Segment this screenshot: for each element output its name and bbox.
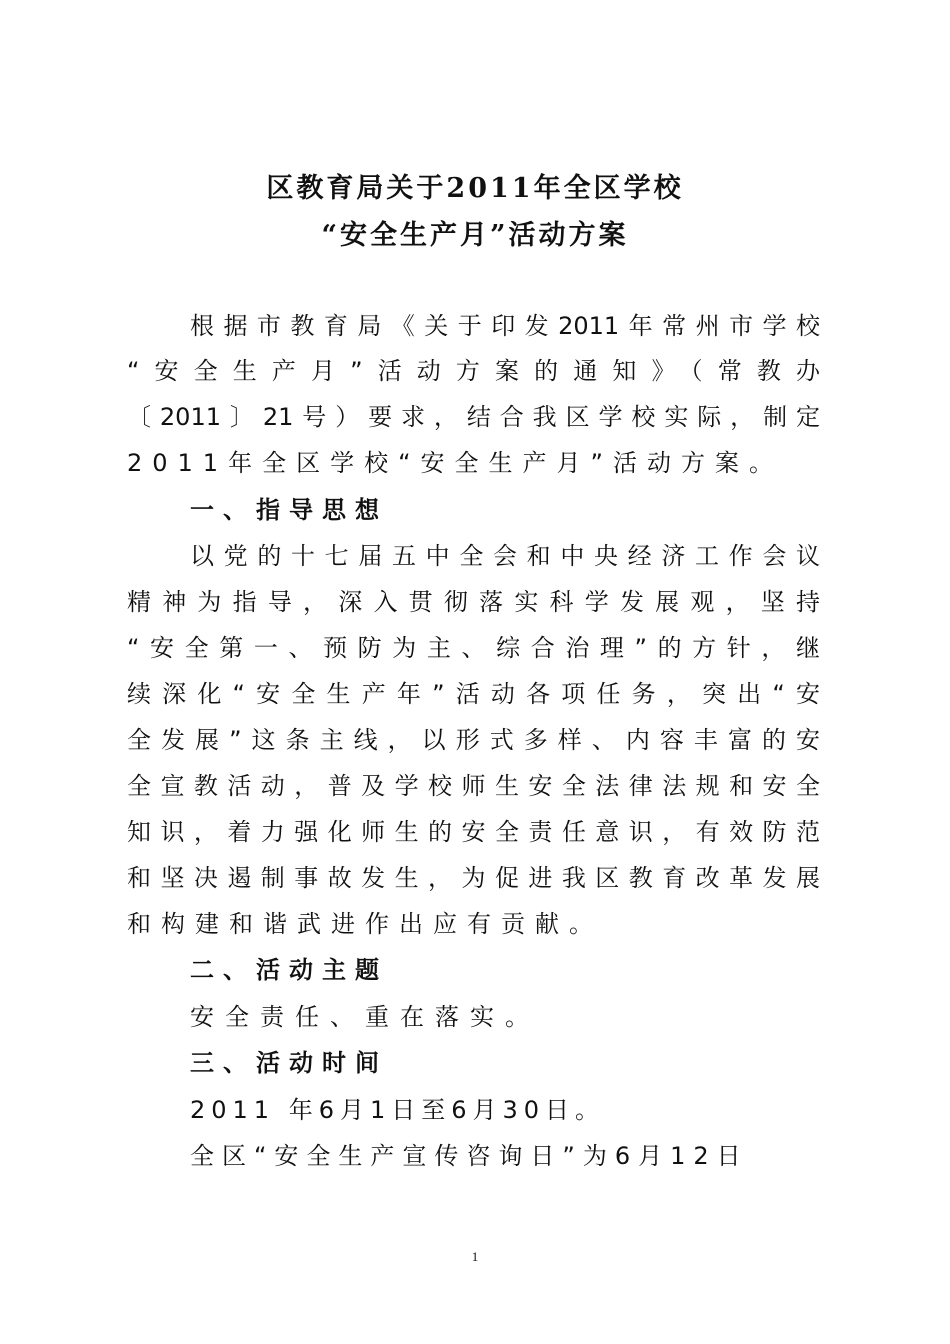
- page-number: 1: [471, 1249, 479, 1264]
- section-1-line: 全发展”这条主线，以形式多样、内容丰富的安: [127, 726, 820, 754]
- section-3-line-1: 2011 年6月1日至6月30日。: [190, 1096, 606, 1124]
- intro-line-1: 根据市教育局《关于印发2011年常州市学校: [190, 312, 820, 340]
- section-3-heading: 三、活动时间: [190, 1049, 388, 1077]
- section-1-line: 全宣教活动，普及学校师生安全法律法规和安全: [127, 772, 820, 800]
- intro-line-3: 〔2011〕21号）要求，结合我区学校实际，制定: [127, 403, 820, 431]
- section-1-line: “安全第一、预防为主、综合治理”的方针，继: [127, 634, 820, 662]
- document-title-line-2: “安全生产月”活动方案: [321, 220, 629, 251]
- section-2-text: 安全责任、重在落实。: [190, 1003, 540, 1031]
- intro-line-4: 2011年全区学校“安全生产月”活动方案。: [127, 449, 783, 477]
- section-3-line-2: 全区“安全生产宣传咨询日”为6月12日: [190, 1142, 749, 1170]
- section-1-heading: 一、指导思想: [190, 496, 388, 524]
- intro-line-2: “安全生产月”活动方案的通知》（常教办: [127, 357, 820, 385]
- section-1-line: 和构建和谐武进作出应有贡献。: [127, 910, 603, 938]
- section-1-line: 精神为指导，深入贯彻落实科学发展观，坚持: [127, 588, 820, 616]
- section-1-line: 和坚决遏制事故发生，为促进我区教育改革发展: [127, 864, 820, 892]
- section-1-line: 续深化“安全生产年”活动各项任务，突出“安: [127, 680, 820, 708]
- section-2-heading: 二、活动主题: [190, 956, 388, 984]
- section-1-line: 知识，着力强化师生的安全责任意识，有效防范: [127, 818, 820, 846]
- section-1-line: 以党的十七届五中全会和中央经济工作会议: [190, 542, 820, 570]
- document-title-line-1: 区教育局关于2011年全区学校: [266, 173, 684, 204]
